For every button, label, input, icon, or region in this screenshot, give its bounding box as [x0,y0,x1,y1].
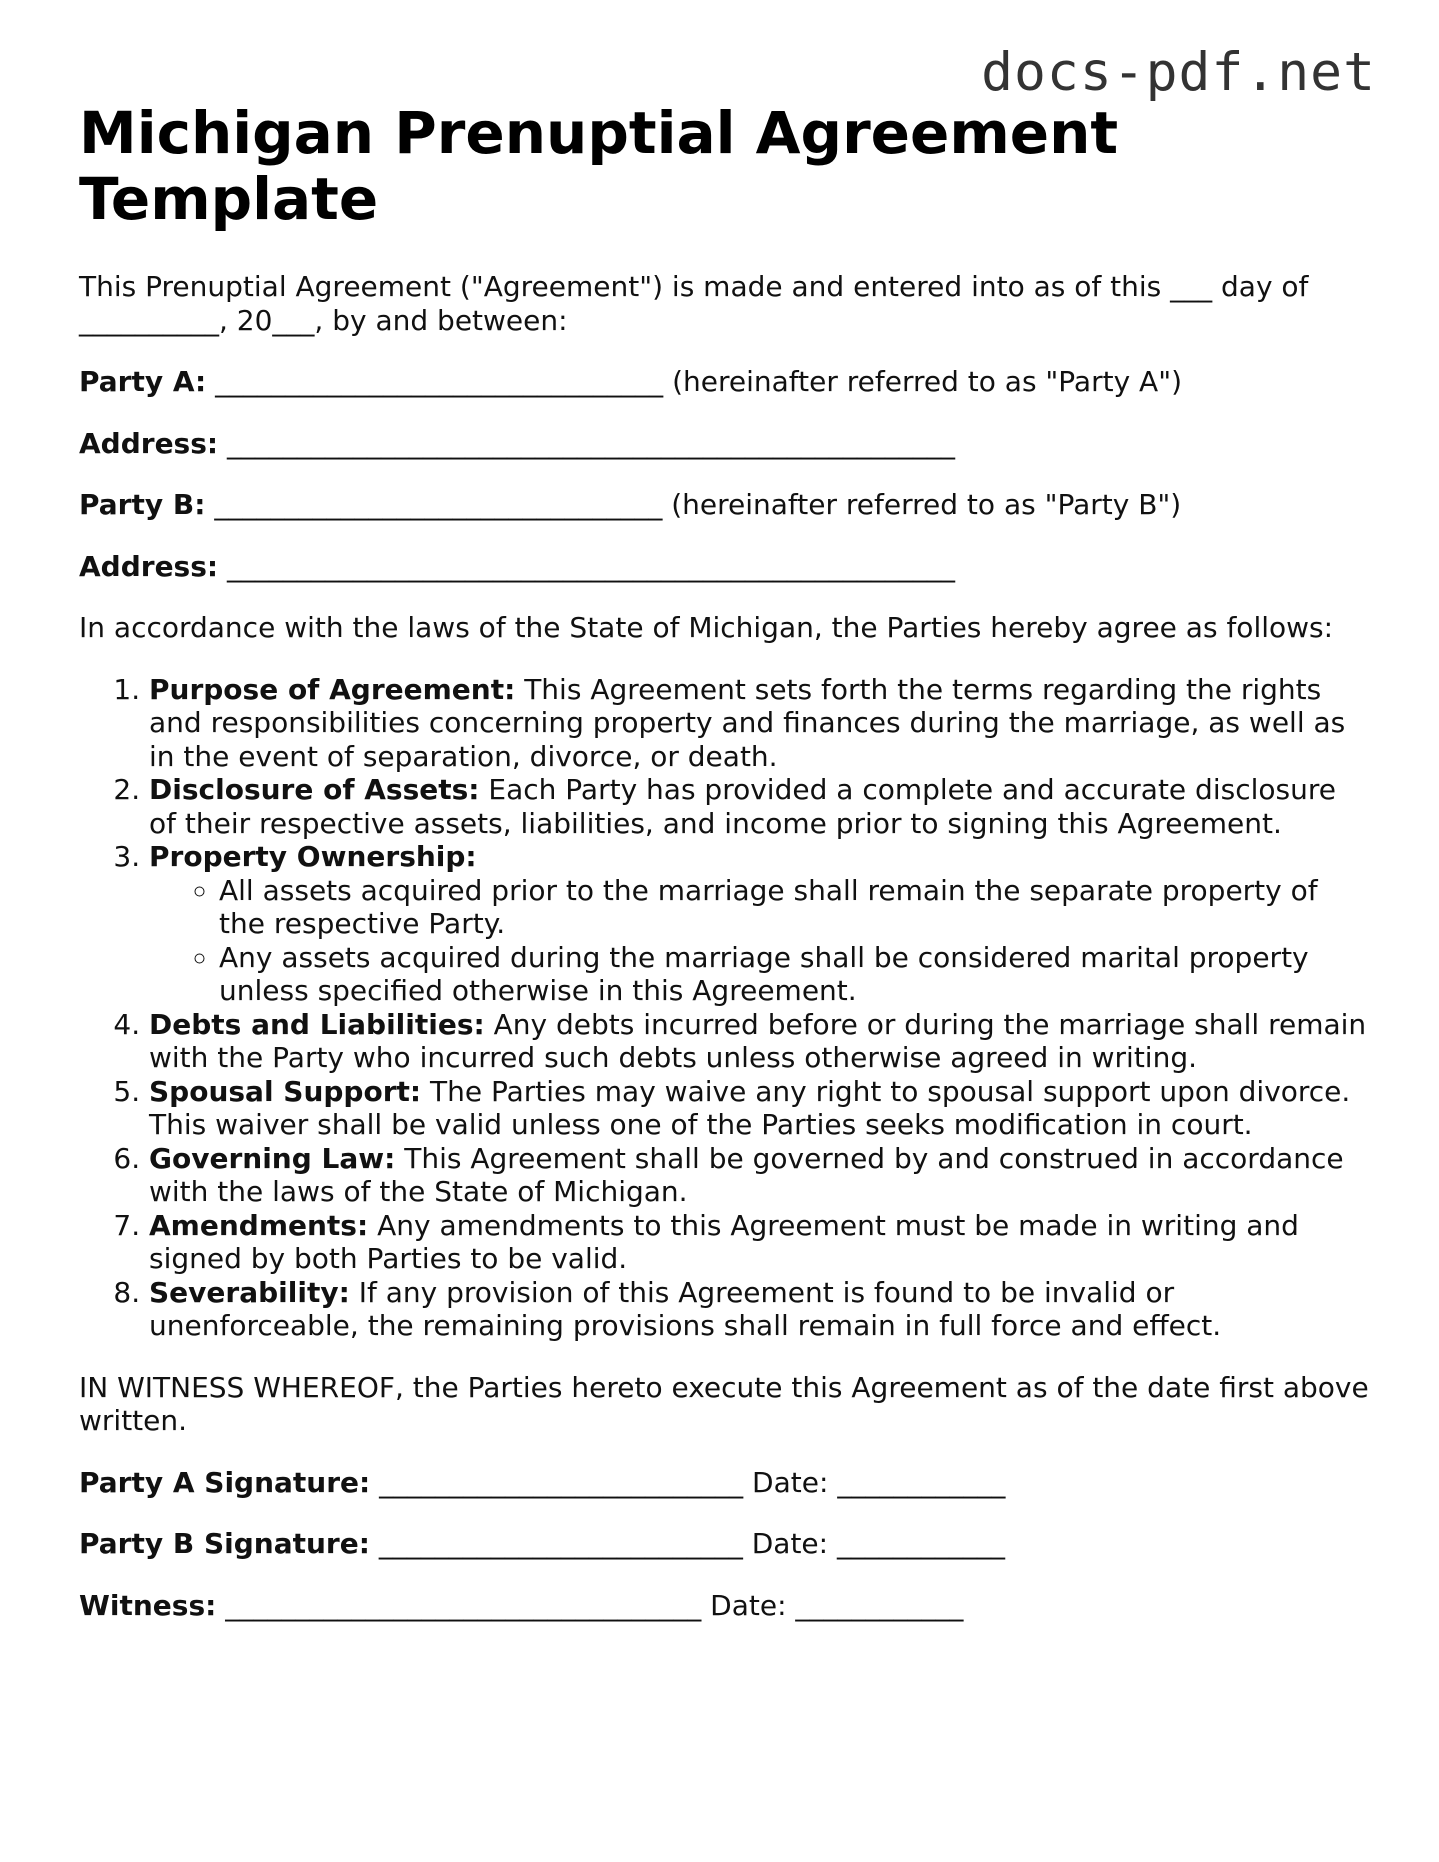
accordance-paragraph: In accordance with the laws of the State of Michigan, the Parties hereby agree as follows: [79,611,1334,644]
clause-title: Disclosure of Assets: [149,773,480,806]
date-label: Date: [710,1588,787,1622]
party-a-note: (hereinafter referred to as "Party A") [672,365,1183,398]
clause-item [149,1276,1369,1343]
clause-title: Severability: [149,1275,350,1309]
sub-list [149,874,1369,1008]
date-blank: ____________ [795,1588,964,1622]
document-page [79,100,1369,1622]
address-b-blank: ____________________________________________________ [227,549,955,583]
party-b-note: (hereinafter referred to as "Party B") [671,488,1182,521]
party-a-line [79,365,1369,399]
address-a-blank: ____________________________________________________ [227,426,955,460]
party-a-blank: ________________________________ [215,365,664,398]
clause-text: This Agreement sets forth the terms regarding the rights and responsibilities concerning property and finances during the marriage, as well as in the event of separation, divorce, or death. [149,672,1346,773]
page-title: Michigan Prenuptial Agreement Template [79,99,1119,233]
sub-item: ◦ Any assets acquired during the marriage shall be considered marital property unless specified otherwise in this Agreement. [219,941,1369,1008]
intro-paragraph: This Prenuptial Agreement ("Agreement") is made and entered into as of this ___ day of __________, 20___, by and between: [79,270,1309,337]
clause-title: Spousal Support: [149,1074,422,1108]
date-label: Date: [751,1527,829,1560]
address-b-label: Address: [79,549,219,583]
clause-title: Amendments: [149,1208,369,1242]
party-b-line [79,488,1369,522]
signature-blank: __________________________ [378,1527,743,1560]
party-b-blank: ________________________________ [214,488,663,521]
signature-label: Party A Signature: [79,1465,371,1499]
witness-signature-line [79,1589,1369,1623]
clause-item [149,1142,1369,1209]
clause-item [149,773,1369,840]
clause-item [149,840,1369,1008]
party-a-label: Party A: [79,365,207,398]
clause-text: This Agreement shall be governed by and construed in accordance with the laws of the State of Michigan. [149,1141,1344,1208]
address-b-line [79,550,1369,584]
clause-text: Any amendments to this Agreement must be made in writing and signed by both Parties to be valid. [149,1208,1299,1275]
clause-title: Purpose of Agreement: [149,672,516,706]
watermark: docs-pdf.net [981,42,1376,103]
clause-text: Each Party has provided a complete and accurate disclosure of their respective assets, liabilities, and income prior to signing this Agreement. [149,773,1336,840]
signature-label: Party B Signature: [79,1527,370,1560]
signature-blank: __________________________ [379,1465,744,1499]
address-a-line [79,427,1369,461]
date-label: Date: [752,1465,829,1499]
address-a-label: Address: [79,426,219,460]
date-blank: ____________ [837,1465,1006,1499]
clause-title: Debts and Liabilities: [149,1007,485,1041]
signature-label: Witness: [79,1588,217,1622]
party-b-signature-line [79,1527,1369,1561]
clause-item [149,1209,1369,1276]
clause-item [149,1075,1369,1142]
clause-text: Any debts incurred before or during the marriage shall remain with the Party who incurred such debts unless otherwise agreed in writing. [149,1007,1367,1074]
clause-title: Governing Law: [149,1141,396,1175]
signature-blank: __________________________________ [225,1588,702,1622]
clause-text: If any provision of this Agreement is found to be invalid or unenforceable, the remaining provisions shall remain in full force and effect. [149,1275,1222,1342]
party-a-signature-line [79,1466,1369,1500]
clause-text: The Parties may waive any right to spousal support upon divorce. This waiver shall be valid unless one of the Parties seeks modification in court. [149,1074,1351,1141]
clause-list [79,673,1369,1343]
clause-item [149,1008,1369,1075]
date-blank: ____________ [836,1527,1005,1560]
party-b-label: Party B: [79,488,206,521]
sub-item: ◦ All assets acquired prior to the marriage shall remain the separate property of the respective Party. [219,874,1369,941]
witness-paragraph: IN WITNESS WHEREOF, the Parties hereto execute this Agreement as of the date first above written. [79,1370,1369,1437]
clause-item [149,673,1369,774]
clause-title: Property Ownership: [149,840,477,873]
